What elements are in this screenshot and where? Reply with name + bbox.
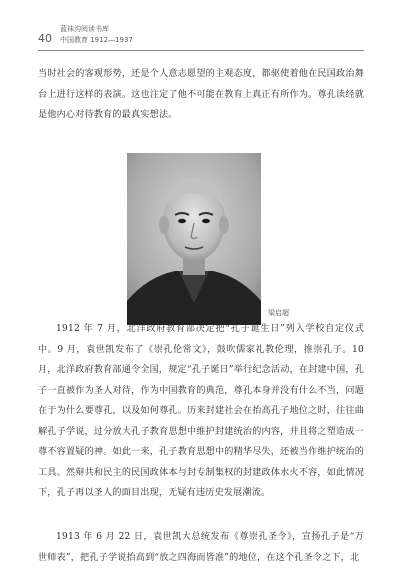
header-rule xyxy=(38,50,364,51)
paragraph-1: 当时社会的客观形势，还是个人意志愿望的主观态度，都驱使着他在民国政治舞台上进行这样的表演。这也注定了他不可能在教育上真正有所作为。尊孔读经就是他内心对待教育的最真实想法。 xyxy=(38,69,364,120)
paragraph-3: 1913 年 6 月 22 日，袁世凯大总统发布《尊崇孔圣令》，宣扬孔子是“万世师表”，把孔子学说抬高到“放之四海而皆准”的地位，在这个孔圣令之下，北 xyxy=(38,532,364,563)
portrait-photo xyxy=(127,153,261,325)
page-number: 40 xyxy=(38,32,52,45)
photo-caption: 梁启超 xyxy=(268,309,289,317)
series-name: 蓝袜沟阅读书库 xyxy=(60,25,109,33)
header-text xyxy=(60,24,260,46)
paragraph-2: 1912 年 7 月，北洋政府教育部决定把“孔子诞生日”列入学校自定仪式中。9 月，袁世凯发布了《崇孔伦常文》，鼓吹儒家礼教伦理，推崇孔子。10 月，北洋政府教育部通令全国，规定“孔子诞日”举行纪念活动，在封建中国，孔子一直被作为圣人对待，作为中国教育的典范，尊孔本身并没有什么不当，问题在于为什么要尊孔，以及如何尊孔。历来封建社会在抬高孔子地位之时，往往曲解孔子学说，过分放大孔子教育思想中维护封建统治的内容，并且将之塑造成一尊不容置疑的神。如此一来，孔子教育思想中的精华尽失，还被当作维护统治的工具。然辩共和民主的民国政体本与封专制集权的封建政体水火不容，如此情况下，孔子再以圣人的面目出现，无疑有违历史发展潮流。 xyxy=(38,324,364,498)
book-title: 中国教育 1912—1937 xyxy=(60,36,133,44)
